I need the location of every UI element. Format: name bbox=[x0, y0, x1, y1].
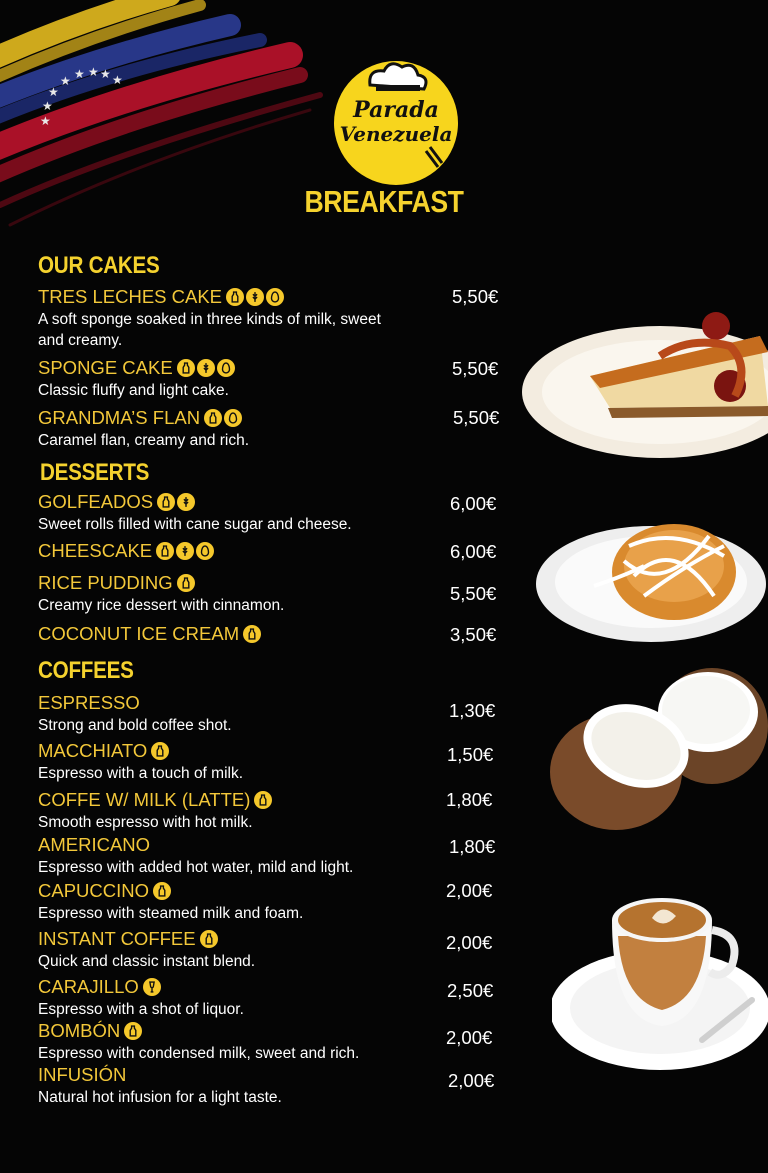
menu-item bbox=[38, 540, 508, 562]
menu-item-price: 2,00€ bbox=[446, 880, 493, 901]
menu-item bbox=[38, 834, 508, 878]
menu-item bbox=[38, 357, 508, 401]
menu-item bbox=[38, 286, 508, 351]
allergen-badges bbox=[124, 1022, 142, 1040]
menu-item-name-text: SPONGE CAKE bbox=[38, 357, 173, 378]
gluten-allergen-icon bbox=[246, 288, 264, 306]
egg-allergen-icon bbox=[224, 409, 242, 427]
milk-allergen-icon bbox=[124, 1022, 142, 1040]
menu-item-price: 3,50€ bbox=[450, 624, 497, 645]
menu-item-name bbox=[38, 540, 508, 562]
svg-text:★: ★ bbox=[60, 74, 71, 88]
menu-item-price: 1,80€ bbox=[446, 789, 493, 810]
menu-item-description: Smooth espresso with hot milk. bbox=[38, 814, 253, 831]
menu-item-name bbox=[38, 692, 508, 714]
menu-item-price: 1,50€ bbox=[447, 744, 494, 765]
menu-item bbox=[38, 976, 508, 1020]
milk-allergen-icon bbox=[243, 625, 261, 643]
allergen-badges bbox=[156, 542, 214, 560]
allergen-badges bbox=[204, 409, 242, 427]
menu-item bbox=[38, 880, 508, 924]
menu-item-description: Sweet rolls filled with cane sugar and cheese. bbox=[38, 516, 352, 533]
svg-text:★: ★ bbox=[88, 65, 99, 79]
menu-item bbox=[38, 740, 508, 784]
allergen-badges bbox=[177, 359, 235, 377]
brand-logo bbox=[330, 55, 462, 187]
menu-item-price: 2,00€ bbox=[446, 932, 493, 953]
menu-item-name bbox=[38, 357, 508, 379]
allergen-badges bbox=[157, 493, 195, 511]
menu-item bbox=[38, 572, 508, 616]
coconut-photo bbox=[540, 664, 768, 834]
menu-item-name bbox=[38, 1020, 508, 1042]
menu-item-name bbox=[38, 407, 508, 429]
menu-item-name bbox=[38, 491, 508, 513]
menu-item-price: 5,50€ bbox=[453, 407, 500, 428]
menu-item-name bbox=[38, 286, 508, 308]
egg-allergen-icon bbox=[217, 359, 235, 377]
menu-item-price: 2,50€ bbox=[447, 980, 494, 1001]
menu-item-name-text: INSTANT COFFEE bbox=[38, 928, 196, 949]
svg-text:Venezuela: Venezuela bbox=[339, 122, 453, 146]
menu-item-description: A soft sponge soaked in three kinds of milk, sweet and creamy. bbox=[38, 311, 381, 349]
milk-allergen-icon bbox=[156, 542, 174, 560]
menu-item-price: 5,50€ bbox=[452, 358, 499, 379]
menu-item-name-text: BOMBÓN bbox=[38, 1020, 121, 1041]
svg-text:★: ★ bbox=[40, 114, 51, 128]
menu-item-price: 5,50€ bbox=[450, 583, 497, 604]
menu-item-name-text: COFFE W/ MILK (LATTE) bbox=[38, 789, 251, 810]
menu-item-price: 2,00€ bbox=[448, 1070, 495, 1091]
menu-item-price: 1,80€ bbox=[449, 836, 496, 857]
menu-item-name bbox=[38, 623, 508, 645]
menu-item-name bbox=[38, 1064, 508, 1086]
section-title-cakes: OUR CAKES bbox=[38, 252, 160, 279]
allergen-badges bbox=[200, 930, 218, 948]
menu-item-name-text: COCONUT ICE CREAM bbox=[38, 623, 240, 644]
golfeados-photo bbox=[534, 506, 768, 646]
allergen-badges bbox=[153, 882, 171, 900]
menu-item-name-text: CHEESCAKE bbox=[38, 540, 153, 561]
menu-item-name-text: AMERICANO bbox=[38, 834, 151, 855]
menu-item-description: Caramel flan, creamy and rich. bbox=[38, 432, 250, 449]
milk-allergen-icon bbox=[151, 742, 169, 760]
menu-item bbox=[38, 491, 508, 535]
menu-item bbox=[38, 1020, 508, 1064]
menu-item-name bbox=[38, 740, 508, 762]
menu-item-description: Quick and classic instant blend. bbox=[38, 953, 256, 970]
latte-photo bbox=[552, 880, 768, 1070]
menu-item-name bbox=[38, 880, 508, 902]
menu-item bbox=[38, 407, 508, 451]
svg-text:★: ★ bbox=[48, 85, 59, 99]
menu-item-description: Natural hot infusion for a light taste. bbox=[38, 1089, 282, 1106]
svg-text:★: ★ bbox=[112, 73, 123, 87]
svg-text:★: ★ bbox=[100, 67, 111, 81]
svg-text:★: ★ bbox=[42, 99, 53, 113]
gluten-allergen-icon bbox=[197, 359, 215, 377]
allergen-badges bbox=[243, 625, 261, 643]
menu-item-description: Espresso with a shot of liquor. bbox=[38, 1001, 244, 1018]
menu-item-description: Espresso with steamed milk and foam. bbox=[38, 905, 304, 922]
section-title-coffees: COFFEES bbox=[38, 657, 134, 684]
menu-item-price: 2,00€ bbox=[446, 1027, 493, 1048]
menu-item bbox=[38, 1064, 508, 1108]
menu-item bbox=[38, 692, 508, 736]
menu-item-name-text: MACCHIATO bbox=[38, 740, 148, 761]
section-title-desserts: DESSERTS bbox=[40, 459, 150, 486]
menu-item-description: Espresso with added hot water, mild and light. bbox=[38, 859, 354, 876]
egg-allergen-icon bbox=[196, 542, 214, 560]
menu-item-name-text: CARAJILLO bbox=[38, 976, 139, 997]
milk-allergen-icon bbox=[177, 359, 195, 377]
menu-item-price: 5,50€ bbox=[452, 286, 499, 307]
gluten-allergen-icon bbox=[176, 542, 194, 560]
milk-allergen-icon bbox=[204, 409, 222, 427]
menu-item-price: 6,00€ bbox=[450, 541, 497, 562]
menu-item-description: Creamy rice dessert with cinnamon. bbox=[38, 597, 285, 614]
menu-item-name-text: CAPUCCINO bbox=[38, 880, 150, 901]
menu-item-description: Strong and bold coffee shot. bbox=[38, 717, 232, 734]
liquor-allergen-icon bbox=[143, 978, 161, 996]
cheesecake-photo bbox=[520, 296, 768, 466]
egg-allergen-icon bbox=[266, 288, 284, 306]
menu-item-description: Classic fluffy and light cake. bbox=[38, 382, 229, 399]
menu-item-price: 6,00€ bbox=[450, 493, 497, 514]
menu-title: BREAKFAST bbox=[304, 184, 464, 219]
menu-item-name-text: ESPRESSO bbox=[38, 692, 140, 713]
allergen-badges bbox=[226, 288, 284, 306]
allergen-badges bbox=[177, 574, 195, 592]
menu-item-name-text: GRANDMA’S FLAN bbox=[38, 407, 201, 428]
menu-item bbox=[38, 928, 508, 972]
menu-item-name bbox=[38, 928, 508, 950]
menu-item-name-text: INFUSIÓN bbox=[38, 1064, 127, 1085]
menu-item-name-text: GOLFEADOS bbox=[38, 491, 154, 512]
menu-item-description: Espresso with a touch of milk. bbox=[38, 765, 244, 782]
milk-allergen-icon bbox=[153, 882, 171, 900]
menu-item-description: Espresso with condensed milk, sweet and rich. bbox=[38, 1045, 360, 1062]
allergen-badges bbox=[254, 791, 272, 809]
milk-allergen-icon bbox=[157, 493, 175, 511]
allergen-badges bbox=[151, 742, 169, 760]
menu-item-name bbox=[38, 976, 508, 998]
svg-text:★: ★ bbox=[74, 67, 85, 81]
menu-item-name-text: TRES LECHES CAKE bbox=[38, 286, 223, 307]
milk-allergen-icon bbox=[177, 574, 195, 592]
gluten-allergen-icon bbox=[177, 493, 195, 511]
menu-item-price: 1,30€ bbox=[449, 700, 496, 721]
menu-item bbox=[38, 789, 508, 833]
milk-allergen-icon bbox=[200, 930, 218, 948]
menu-item-name bbox=[38, 572, 508, 594]
menu-item-name-text: RICE PUDDING bbox=[38, 572, 173, 593]
menu-item-name bbox=[38, 834, 508, 856]
milk-allergen-icon bbox=[254, 791, 272, 809]
menu-item-name bbox=[38, 789, 508, 811]
svg-text:Parada: Parada bbox=[353, 97, 439, 123]
menu-item bbox=[38, 623, 508, 645]
allergen-badges bbox=[143, 978, 161, 996]
milk-allergen-icon bbox=[226, 288, 244, 306]
